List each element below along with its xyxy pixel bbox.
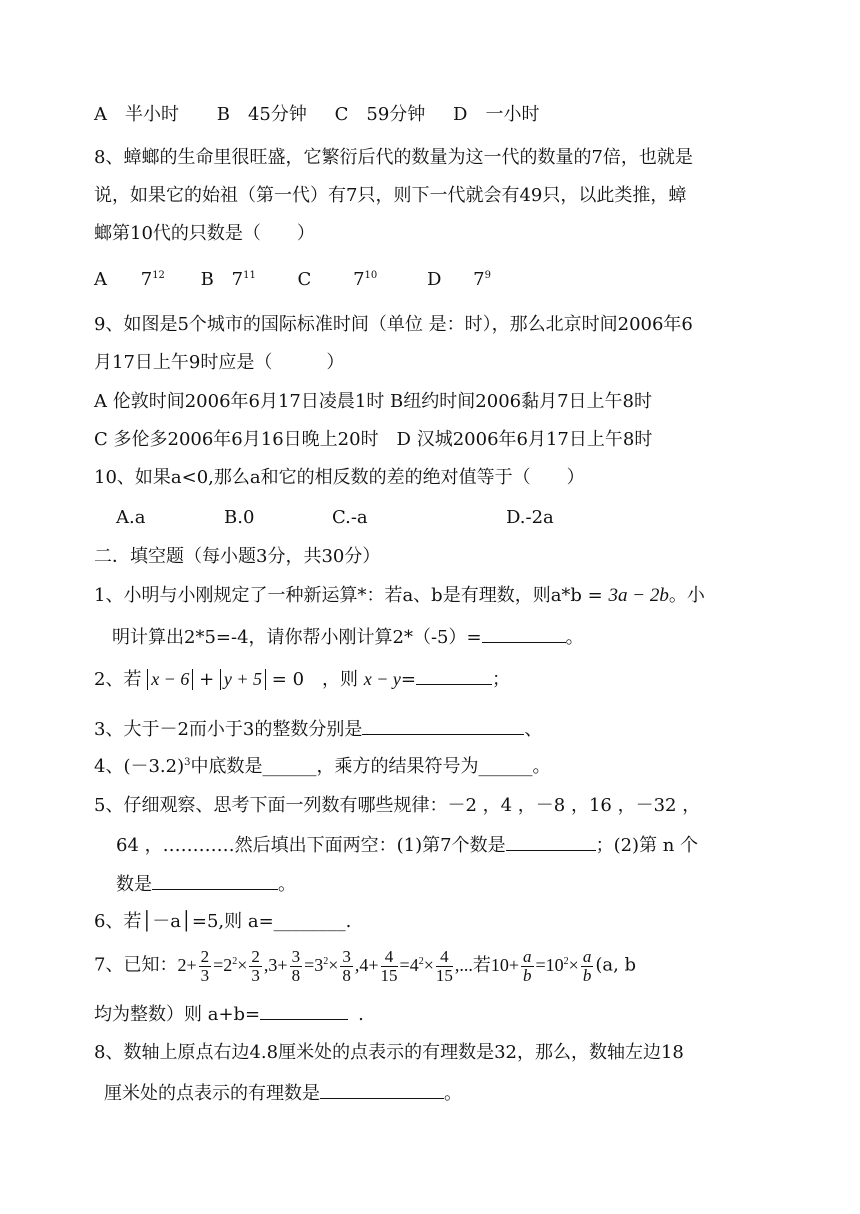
q8-option-b-exp: 11 xyxy=(243,270,256,281)
section-2-title: 二．填空题（每小题3分，共30分） xyxy=(94,546,381,567)
fill-2-answer-blank[interactable] xyxy=(416,666,492,685)
q8-option-d-base: 7 xyxy=(473,269,485,290)
fill-3-end: 、 xyxy=(524,719,543,740)
fill-5-line-3-text: 数是 xyxy=(116,874,152,895)
fill-8-line-2-end: 。 xyxy=(444,1083,462,1104)
q8-option-a-base: 7 xyxy=(140,269,153,290)
fill-3-text: 3、大于－2而小于3的整数分别是 xyxy=(94,719,363,740)
q8-option-b-label: B xyxy=(200,269,214,290)
fill-4-exp: 3 xyxy=(184,757,191,768)
fill-1-text: 1、小明与小刚规定了一种新运算*：若a、b是有理数，则a*b = xyxy=(94,585,603,606)
fill-2-abs-2 xyxy=(220,669,266,690)
q10-line-1: 10、如果a<0,那么a和它的相反数的差的绝对值等于（ ） xyxy=(94,467,585,488)
q10-options xyxy=(116,506,554,530)
q8-line-2: 说，如果它的始祖（第一代）有7只，则下一代就会有49只，以此类推，蟑 xyxy=(94,185,687,206)
q10-option-c: C.-a xyxy=(332,507,368,528)
fill-7-frac-6: $\frac{4}{15}$ xyxy=(435,947,453,985)
q7-option-a: A 半小时 xyxy=(94,104,179,125)
q8-option-c-exp: 10 xyxy=(364,270,378,281)
fill-8-answer-blank[interactable] xyxy=(320,1080,444,1099)
fill-2-abs-2-expr: y + 5 xyxy=(223,669,263,689)
fill-2-eq: = 0 ，则 xyxy=(271,669,359,690)
q7-option-b: B 45分钟 xyxy=(216,104,307,125)
q10-option-b: B.0 xyxy=(224,507,255,528)
fill-7-frac-8: $\frac{a}{b}$ xyxy=(582,947,592,985)
fill-5-answer-blank-2[interactable] xyxy=(152,871,278,890)
q10-option-d: D.-2a xyxy=(506,507,554,528)
q8-option-a-label: A xyxy=(94,269,107,290)
fill-2-plus: + xyxy=(199,669,215,690)
fill-7-frac-2: $\frac{2}{3}$ xyxy=(251,947,260,985)
fill-8-line-1: 8、数轴上原点右边4.8厘米处的点表示的有理数是32，那么，数轴左边18 xyxy=(94,1042,684,1063)
fill-5-line-2-text: 64 ，…………然后填出下面两空：(1)第7个数是 xyxy=(116,835,506,856)
fill-1-formula: 3a − 2b xyxy=(608,585,669,606)
fill-7-prefix: 7、已知： xyxy=(94,954,178,976)
fill-5-line-3 xyxy=(116,871,296,897)
fill-5-line-1: 5、仔细观察、思考下面一列数有哪些规律：－2 ，4 ，－8 ，16 ，－32 ， xyxy=(94,795,701,816)
fill-7-answer-blank[interactable] xyxy=(260,1001,348,1020)
fill-7-line-2-end: . xyxy=(358,1004,364,1025)
q8-option-d-label: D xyxy=(426,269,442,290)
q8-option-c-base: 7 xyxy=(353,269,365,290)
fill-5-answer-blank-1[interactable] xyxy=(506,832,596,851)
fill-2 xyxy=(94,666,510,692)
fill-4-text: 中底数是______，乘方的结果符号为______。 xyxy=(190,756,551,777)
fill-5-line-2-mid: ；(2)第 n 个 xyxy=(595,835,699,856)
fill-7-line-2 xyxy=(94,1001,364,1027)
fill-7-frac-5: $\frac{4}{15}$ xyxy=(380,947,398,985)
fill-5-line-2 xyxy=(116,832,698,858)
fill-4 xyxy=(94,755,551,779)
fill-7-suffix: (a, b xyxy=(595,954,637,976)
q9-option-a-b: A 伦敦时间2006年6月17日凌晨1时 B纽约时间2006黏月7日上午8时 xyxy=(94,391,652,412)
q8-option-b-base: 7 xyxy=(231,269,244,290)
fill-8-line-2-text: 厘米处的点表示的有理数是 xyxy=(104,1083,320,1104)
q8-option-a-exp: 12 xyxy=(152,270,165,281)
fill-3 xyxy=(94,716,542,742)
fill-4-prefix: 4、(－3.2) xyxy=(94,756,185,777)
fill-2-abs-1 xyxy=(147,669,193,690)
fill-1-suffix: 。小 xyxy=(668,585,705,606)
fill-2-xy: x − y xyxy=(363,669,401,689)
fill-5-line-3-end: 。 xyxy=(278,874,296,895)
fill-7-frac-7: $\frac{a}{b}$ xyxy=(523,947,532,985)
q8-options xyxy=(94,268,491,292)
fill-7-frac-4: $\frac{3}{8}$ xyxy=(342,947,351,985)
fill-2-end: ； xyxy=(491,669,510,690)
fill-7-frac-1: $\frac{2}{3}$ xyxy=(200,947,210,985)
fill-8-line-2 xyxy=(104,1080,462,1106)
q8-option-d-exp: 9 xyxy=(484,270,491,281)
q8-line-3: 螂第10代的只数是（ ） xyxy=(94,223,315,244)
q9-line-2: 月17日上午9时应是（ ） xyxy=(94,352,345,373)
q8-option-c-label: C xyxy=(297,269,312,290)
fill-7-line-1 xyxy=(94,948,636,985)
fill-1-line-1 xyxy=(94,584,705,608)
fill-6: 6、若│－a│=5,则 a=________. xyxy=(94,911,352,932)
q9-option-c-d: C 多伦多2006年6月16日晚上20时 D 汉城2006年6月17日上午8时 xyxy=(94,429,653,450)
fill-3-answer-blank[interactable] xyxy=(362,716,524,735)
fill-1-line-2 xyxy=(112,624,584,650)
q10-option-a: A.a xyxy=(116,507,146,528)
fill-1-line-2-end: 。 xyxy=(565,627,584,648)
fill-1-answer-blank[interactable] xyxy=(482,624,566,643)
fill-7-formula: 2+ $\frac{2}{3}$ $=2^2\times$ $\frac{2}{3}$ ,3+ $\frac{3}{8}$ $=3^2\times$ $\frac{3}{8}$ ,4+ $\frac{4}{15}$ $=4^2\times$ $\frac{4}{15}$ ,...若10+ $\frac{a}{b}$ $=10^2\times$ $\frac{a}{b}$ xyxy=(177,947,592,985)
q7-option-c: C 59分钟 xyxy=(334,104,426,125)
fill-7-frac-3: $\frac{3}{8}$ xyxy=(291,947,301,985)
q7-options xyxy=(94,103,539,127)
fill-1-line-2-text: 明计算出2*5=-4，请你帮小刚计算2*（-5）= xyxy=(112,627,482,648)
fill-2-prefix: 2、若 xyxy=(94,669,142,690)
fill-2-eq2: = xyxy=(400,669,416,690)
q8-line-1: 8、蟑螂的生命里很旺盛，它繁衍后代的数量为这一代的数量的7倍，也就是 xyxy=(94,147,693,168)
fill-2-abs-1-expr: x − 6 xyxy=(151,669,190,689)
q9-line-1: 9、如图是5个城市的国际标准时间（单位 是：时），那么北京时间2006年6 xyxy=(94,314,693,335)
q7-option-d: D 一小时 xyxy=(453,104,540,125)
fill-7-line-2-text: 均为整数）则 a+b= xyxy=(94,1004,261,1025)
